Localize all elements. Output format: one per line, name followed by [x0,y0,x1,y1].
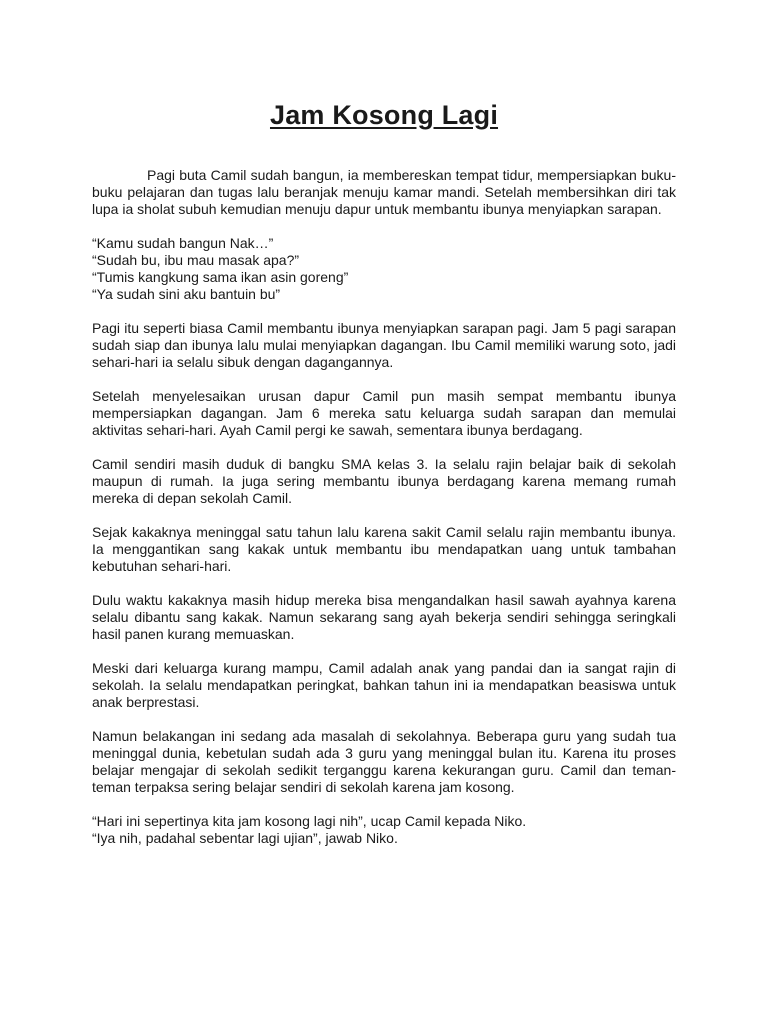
dialog-line: “Hari ini sepertinya kita jam kosong lagi nih”, ucap Camil kepada Niko. [92,813,527,829]
dialog-line: “Ya sudah sini aku bantuin bu” [92,286,281,302]
dialog-line: “Sudah bu, ibu mau masak apa?” [92,252,300,268]
intro-paragraph: Pagi buta Camil sudah bangun, ia membereskan tempat tidur, mempersiapkan buku-buku pelajaran dan tugas lalu beranjak menuju kamar mandi. Setelah membersihkan diri tak lupa ia sholat subuh kemudian menuju dapur untuk membantu ibunya menyiapkan sarapan. [92,167,676,217]
paragraph: Namun belakangan ini sedang ada masalah di sekolahnya. Beberapa guru yang sudah tua meninggal dunia, kebetulan sudah ada 3 guru yang meninggal bulan itu. Karena itu proses belajar mengajar di sekolah sedikit terganggu karena kekurangan guru. Camil dan teman-teman terpaksa sering belajar sendiri di sekolah karena jam kosong. [92,728,676,795]
paragraph: Dulu waktu kakaknya masih hidup mereka bisa mengandalkan hasil sawah ayahnya karena selalu dibantu sang kakak. Namun sekarang sang ayah bekerja sendiri sehingga seringkali hasil panen kurang memuaskan. [92,592,676,642]
paragraph: Camil sendiri masih duduk di bangku SMA kelas 3. Ia selalu rajin belajar baik di sekolah maupun di rumah. Ia juga sering membantu ibunya berdagang karena memang rumah mereka di depan sekolah Camil. [92,456,676,506]
dialog-line: “Tumis kangkung sama ikan asin goreng” [92,269,349,285]
dialog-line: “Kamu sudah bangun Nak…” [92,235,274,251]
paragraph: Meski dari keluarga kurang mampu, Camil adalah anak yang pandai dan ia sangat rajin di sekolah. Ia selalu mendapatkan peringkat, bahkan tahun ini ia mendapatkan beasiswa untuk anak berprestasi. [92,660,676,710]
paragraph: Setelah menyelesaikan urusan dapur Camil pun masih sempat membantu ibunya mempersiapkan dagangan. Jam 6 mereka satu keluarga sudah sarapan dan memulai aktivitas sehari-hari. Ayah Camil pergi ke sawah, sementara ibunya berdagang. [92,388,676,438]
paragraph: Pagi itu seperti biasa Camil membantu ibunya menyiapkan sarapan pagi. Jam 5 pagi sarapan sudah siap dan ibunya lalu mulai menyiapkan dagangan. Ibu Camil memiliki warung soto, jadi sehari-hari ia selalu sibuk dengan dagangannya. [92,320,676,370]
dialog-block-1 [92,235,676,303]
document-title: Jam Kosong Lagi [269,100,499,130]
dialog-line: “Iya nih, padahal sebentar lagi ujian”, jawab Niko. [92,830,398,846]
paragraph: Sejak kakaknya meninggal satu tahun lalu karena sakit Camil selalu rajin membantu ibunya. Ia menggantikan sang kakak untuk membantu ibu mendapatkan uang untuk tambahan kebutuhan sehari-hari. [92,524,676,574]
dialog-block-2 [92,813,676,847]
document-page [92,100,676,864]
